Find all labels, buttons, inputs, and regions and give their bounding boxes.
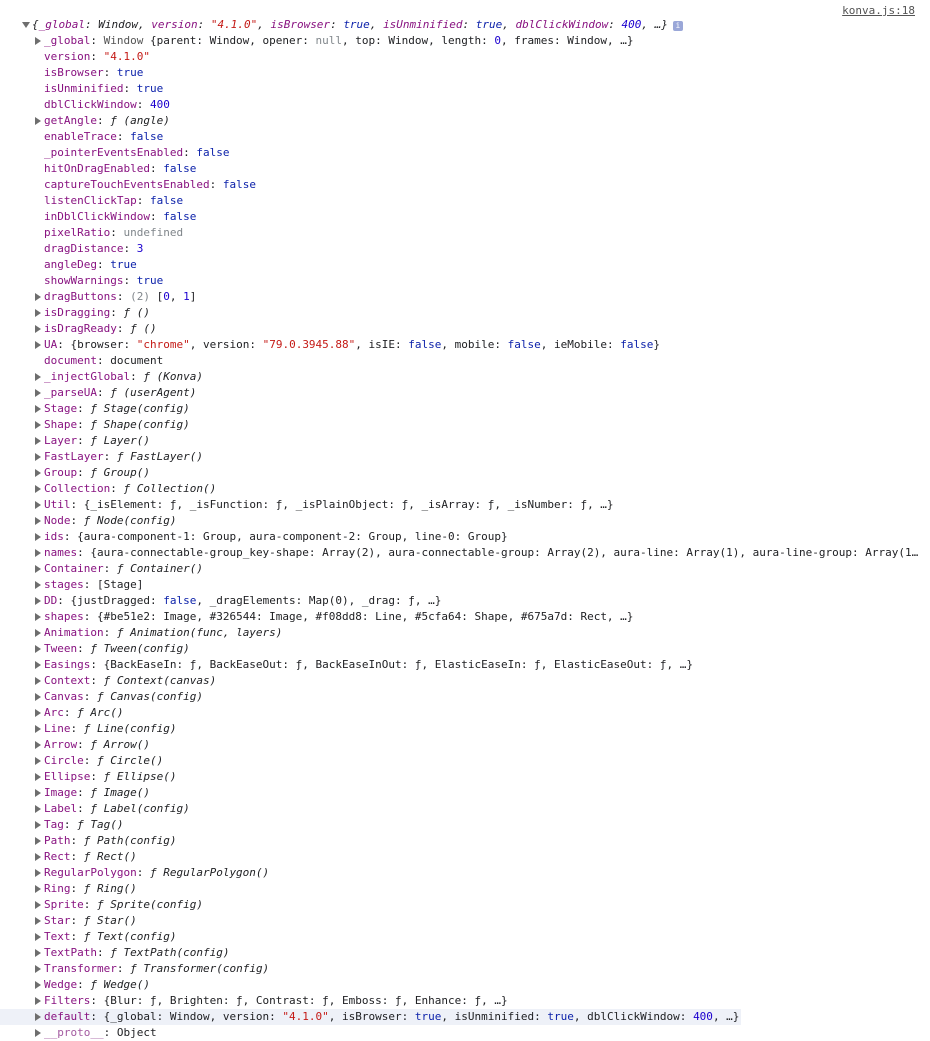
property-value: [Stage] [97,578,144,591]
property-value: false [163,210,197,223]
property-value: , dblClickWindow: [573,1010,694,1023]
property-key: Circle [44,754,84,767]
property-value: {_isElement: ƒ, _isFunction: ƒ, _isPlainObject: ƒ, _isArray: ƒ, _isNumber: ƒ, …} [83,498,614,511]
property-key: _pointerEventsEnabled [44,146,184,159]
property-key: _injectGlobal [44,370,131,383]
property-row-layer[interactable]: Layer: ƒ Layer() [0,433,919,449]
property-value: ƒ Text(config) [83,930,177,943]
property-row-showwarnings: showWarnings: true [44,274,164,287]
property-value: ƒ TextPath(config) [110,946,230,959]
property-key: Node [44,514,71,527]
property-value: true [136,274,164,287]
property-row-transformer[interactable]: Transformer: ƒ Transformer(config) [0,961,919,977]
property-value: ƒ (Konva) [143,370,203,383]
property-value: ƒ FastLayer() [116,450,203,463]
property-key: stages [44,578,84,591]
property-key: Container [44,562,104,575]
property-value: ƒ Ellipse() [103,770,177,783]
summary-value: true [343,18,370,31]
property-value: , isIE: [355,338,409,351]
collapse-triangle-icon[interactable] [22,22,30,28]
property-key: version [44,50,91,63]
property-key: captureTouchEventsEnabled [44,178,210,191]
property-value: ƒ Image() [90,786,150,799]
property-value: ƒ (angle) [110,114,170,127]
property-row-isdragging[interactable]: isDragging: ƒ () [0,305,919,321]
property-row-hitondragenabled: hitOnDragEnabled: false [44,162,197,175]
property-row-version: version: "4.1.0" [44,50,150,63]
property-key: ids [44,530,64,543]
summary-key: _global [38,18,85,31]
property-key: document [44,354,97,367]
property-key: dragDistance [44,242,124,255]
property-row-isunminified: isUnminified: true [44,82,164,95]
property-row-container[interactable]: Container: ƒ Container() [0,561,919,577]
summary-key: isBrowser [270,18,331,31]
object-summary[interactable] [22,17,683,33]
property-row-ids[interactable]: ids: {aura-component-1: Group, aura-component-2: Group, line-0: Group} [0,529,919,545]
property-row-dragbuttons[interactable]: dragButtons: (2) [0, 1] [0,289,919,305]
property-row-fastlayer[interactable]: FastLayer: ƒ FastLayer() [0,449,919,465]
property-row-ua[interactable]: UA: {browser: "chrome", version: "79.0.3945.88", isIE: false, mobile: false, ieMobile: false} [0,337,919,353]
property-value: ƒ Circle() [97,754,164,767]
property-row-enabletrace: enableTrace: false [44,130,164,143]
property-row-circle[interactable]: Circle: ƒ Circle() [0,753,919,769]
property-key: isUnminified [44,82,124,95]
property-value: ƒ RegularPolygon() [149,866,270,879]
property-value: true [547,1010,574,1023]
property-key: _global [44,34,91,47]
property-value: false [163,594,197,607]
property-value: ƒ Collection() [123,482,217,495]
property-value: {_global: Window, version: [103,1010,283,1023]
property-row-pixelratio: pixelRatio: undefined [44,226,184,239]
property-row-arrow[interactable]: Arrow: ƒ Arrow() [0,737,919,753]
property-row-shapes[interactable]: shapes: {#be51e2: Image, #326544: Image, #f08dd8: Line, #5cfa64: Shape, #675a7d: Rect, …} [0,609,919,625]
property-value: ƒ Star() [83,914,137,927]
property-row-dd[interactable]: DD: {justDragged: false, _dragElements: Map(0), _drag: ƒ, …} [0,593,919,609]
property-value: {#be51e2: Image, #326544: Image, #f08dd8: Line, #5cfa64: Shape, #675a7d: Rect, …} [97,610,634,623]
property-value: {browser: [70,338,137,351]
property-value: , frames: Window, …} [501,34,634,47]
property-value: , _dragElements: Map(0), _drag: ƒ, …} [196,594,442,607]
property-row-ellipse[interactable]: Ellipse: ƒ Ellipse() [0,769,919,785]
property-value: false [130,130,164,143]
property-key: Sprite [44,898,84,911]
property-value: ƒ () [123,306,150,319]
property-value: true [110,258,137,271]
property-row-wedge[interactable]: Wedge: ƒ Wedge() [0,977,919,993]
property-key: getAngle [44,114,97,127]
summary-value: true [475,18,503,31]
property-value: false [163,162,197,175]
property-value: ƒ Sprite(config) [97,898,203,911]
property-row-isdragready[interactable]: isDragReady: ƒ () [0,321,919,337]
property-row-indblclickwindow: inDblClickWindow: false [44,210,197,223]
info-icon[interactable]: i [673,21,683,31]
property-key: Tween [44,642,78,655]
property-value: undefined [123,226,184,239]
property-key: inDblClickWindow [44,210,150,223]
property-list [0,33,930,1041]
property-key: hitOnDragEnabled [44,162,150,175]
property-value: document [110,354,164,367]
property-value: 3 [136,242,144,255]
property-value: , [169,290,184,303]
property-row-ring[interactable]: Ring: ƒ Ring() [0,881,919,897]
property-row-global[interactable]: _global: Window {parent: Window, opener: null, top: Window, length: 0, frames: Window, …} [0,33,919,49]
property-key: TextPath [44,946,97,959]
property-key: _parseUA [44,386,97,399]
property-row-context[interactable]: Context: ƒ Context(canvas) [0,673,919,689]
property-value: false [620,338,654,351]
property-value: 400 [149,98,170,111]
property-value: true [414,1010,442,1023]
property-row-shape[interactable]: Shape: ƒ Shape(config) [0,417,919,433]
property-value: , isUnminified: [441,1010,548,1023]
property-key: angleDeg [44,258,97,271]
property-key: Filters [44,994,91,1007]
summary-suffix: , …} [641,18,668,31]
property-value: ƒ (userAgent) [110,386,197,399]
property-key: RegularPolygon [44,866,137,879]
property-key: isDragging [44,306,111,319]
property-row-util[interactable]: Util: {_isElement: ƒ, _isFunction: ƒ, _isPlainObject: ƒ, _isArray: ƒ, _isNumber: ƒ, …} [0,497,919,513]
property-value: ƒ Label(config) [90,802,190,815]
property-key: Label [44,802,78,815]
property-row-injectglobal[interactable]: _injectGlobal: ƒ (Konva) [0,369,919,385]
property-row-capturetoucheventsenabled: captureTouchEventsEnabled: false [44,178,256,191]
property-value: ƒ Canvas(config) [97,690,203,703]
property-row-animation[interactable]: Animation: ƒ Animation(func, layers) [0,625,919,641]
property-key: names [44,546,78,559]
property-value: [ [156,290,164,303]
property-row-easings[interactable]: Easings: {BackEaseIn: ƒ, BackEaseOut: ƒ, BackEaseInOut: ƒ, ElasticEaseIn: ƒ, ElasticEaseOut: ƒ, …} [0,657,919,673]
property-row-tag[interactable]: Tag: ƒ Tag() [0,817,919,833]
property-key: Rect [44,850,71,863]
property-row-text[interactable]: Text: ƒ Text(config) [0,929,919,945]
summary-key: isUnminified [383,18,463,31]
property-value: ƒ Animation(func, layers) [116,626,283,639]
property-value: 0 [494,34,501,47]
source-link[interactable]: konva.js:18 [842,4,915,17]
property-value: ƒ Line(config) [83,722,177,735]
property-value: ƒ Arrow() [90,738,150,751]
property-value: , …} [712,1010,740,1023]
property-key: Line [44,722,71,735]
property-value: ƒ Arc() [77,706,124,719]
property-value: 0 [163,290,170,303]
property-value: ] [189,290,197,303]
property-value: ƒ Shape(config) [90,418,190,431]
property-value: false [149,194,184,207]
property-value: Object [116,1026,157,1039]
summary-value: "4.1.0" [210,18,258,31]
property-value: ƒ Context(canvas) [103,674,217,687]
property-key: dblClickWindow [44,98,137,111]
property-row-stages[interactable]: stages: [Stage] [0,577,919,593]
property-key: isBrowser [44,66,104,79]
summary-value: Window [98,18,138,31]
property-value: false [507,338,541,351]
summary-parts: _global: Window, version: "4.1.0", isBrowser: true, isUnminified: true, dblClickWindow: 400 [38,18,642,31]
property-row-names[interactable]: names: {aura-connectable-group_key-shape: Array(2), aura-connectable-group: Array(2), aura-line: Array(1), aura-line-group: Array(1… [0,545,919,561]
summary-prefix: { [32,18,39,31]
property-key: Layer [44,434,78,447]
property-row-group[interactable]: Group: ƒ Group() [0,465,919,481]
property-value: Window [103,34,150,47]
property-row-tween[interactable]: Tween: ƒ Tween(config) [0,641,919,657]
property-key: Image [44,786,78,799]
property-key: FastLayer [44,450,104,463]
property-value: ƒ Rect() [83,850,137,863]
property-value: ƒ Path(config) [83,834,177,847]
property-row-image[interactable]: Image: ƒ Image() [0,785,919,801]
property-value: null [315,34,343,47]
property-value: ƒ Ring() [83,882,137,895]
property-value: ƒ Group() [90,466,150,479]
property-value: {Blur: ƒ, Brighten: ƒ, Contrast: ƒ, Emboss: ƒ, Enhance: ƒ, …} [103,994,508,1007]
property-row-canvas[interactable]: Canvas: ƒ Canvas(config) [0,689,919,705]
property-value: {BackEaseIn: ƒ, BackEaseOut: ƒ, BackEaseInOut: ƒ, ElasticEaseIn: ƒ, ElasticEaseOut: ƒ, …} [103,658,694,671]
property-row-isbrowser: isBrowser: true [44,66,144,79]
property-key: isDragReady [44,322,117,335]
property-value: {aura-connectable-group_key-shape: Array(2), aura-connectable-group: Array(2), aura-line: Array(1), aura-line-group: Array(1… [90,546,919,559]
property-row-dblclickwindow: dblClickWindow: 400 [44,98,170,111]
property-key: pixelRatio [44,226,111,239]
property-value: ƒ Node(config) [83,514,177,527]
property-key: DD [44,594,58,607]
property-row-star[interactable]: Star: ƒ Star() [0,913,919,929]
property-key: dragButtons [44,290,117,303]
property-value: ƒ Stage(config) [90,402,190,415]
property-value: , mobile: [441,338,508,351]
property-value: false [408,338,442,351]
property-row-parseua[interactable]: _parseUA: ƒ (userAgent) [0,385,919,401]
property-key: Group [44,466,78,479]
property-key: Wedge [44,978,78,991]
property-value: ƒ Tag() [77,818,124,831]
property-value: false [196,146,230,159]
property-key: showWarnings [44,274,124,287]
property-value: {parent: Window, opener: [149,34,316,47]
property-row-dragdistance: dragDistance: 3 [44,242,144,255]
property-value: ƒ Tween(config) [90,642,190,655]
property-key: Shape [44,418,78,431]
property-value: ƒ () [130,322,157,335]
property-key: Canvas [44,690,84,703]
property-row-arc[interactable]: Arc: ƒ Arc() [0,705,919,721]
property-key: Animation [44,626,104,639]
property-value: {justDragged: [70,594,164,607]
property-row-document: document: document [44,354,164,367]
property-row-filters[interactable]: Filters: {Blur: ƒ, Brighten: ƒ, Contrast: ƒ, Emboss: ƒ, Enhance: ƒ, …} [0,993,919,1009]
property-value: , isBrowser: [328,1010,415,1023]
property-key: Stage [44,402,78,415]
property-key: Easings [44,658,91,671]
property-row-label[interactable]: Label: ƒ Label(config) [0,801,919,817]
property-key: listenClickTap [44,194,137,207]
property-row-stage[interactable]: Stage: ƒ Stage(config) [0,401,919,417]
property-row-collection[interactable]: Collection: ƒ Collection() [0,481,919,497]
property-row-getangle[interactable]: getAngle: ƒ (angle) [0,113,919,129]
property-value: "chrome" [136,338,190,351]
summary-key: version [151,18,198,31]
property-key: Util [44,498,71,511]
property-key: default [44,1010,91,1023]
property-row-sprite[interactable]: Sprite: ƒ Sprite(config) [0,897,919,913]
property-key: UA [44,338,58,351]
property-value: "4.1.0" [282,1010,329,1023]
property-row-listenclicktap: listenClickTap: false [44,194,184,207]
property-value: (2) [130,290,157,303]
property-value: {aura-component-1: Group, aura-component-2: Group, line-0: Group} [77,530,508,543]
summary-value: 400 [621,18,642,31]
property-key: Arc [44,706,64,719]
property-value: ƒ Transformer(config) [130,962,270,975]
property-key: Arrow [44,738,78,751]
property-key: __proto__ [44,1026,104,1039]
property-value: ƒ Container() [116,562,203,575]
property-row-regularpolygon[interactable]: RegularPolygon: ƒ RegularPolygon() [0,865,919,881]
property-key: Collection [44,482,111,495]
property-key: Tag [44,818,64,831]
property-value: true [116,66,144,79]
property-row-proto[interactable]: __proto__: Object [0,1025,919,1041]
property-value: false [222,178,256,191]
property-key: shapes [44,610,84,623]
property-value: 400 [693,1010,713,1023]
property-value: true [136,82,164,95]
property-key: Ellipse [44,770,91,783]
property-row-line[interactable]: Line: ƒ Line(config) [0,721,919,737]
property-value: "79.0.3945.88" [262,338,356,351]
property-key: Text [44,930,71,943]
property-value: , top: Window, length: [342,34,495,47]
property-value: , version: [189,338,263,351]
property-value: } [653,338,660,351]
property-row-default[interactable]: default: {_global: Window, version: "4.1.0", isBrowser: true, isUnminified: true, dblClickWindow: 400, …} [0,1009,741,1025]
property-row-pointereventsenabled: _pointerEventsEnabled: false [44,146,230,159]
property-value: , ieMobile: [540,338,621,351]
property-key: Path [44,834,71,847]
property-row-angledeg: angleDeg: true [44,258,137,271]
property-row-rect[interactable]: Rect: ƒ Rect() [0,849,919,865]
property-key: Star [44,914,71,927]
property-row-node[interactable]: Node: ƒ Node(config) [0,513,919,529]
property-value: "4.1.0" [103,50,150,63]
property-value: ƒ Wedge() [90,978,150,991]
property-value: ƒ Layer() [90,434,150,447]
property-key: enableTrace [44,130,117,143]
property-value: 1 [183,290,190,303]
property-row-textpath[interactable]: TextPath: ƒ TextPath(config) [0,945,919,961]
property-key: Context [44,674,91,687]
property-key: Transformer [44,962,117,975]
property-key: Ring [44,882,71,895]
summary-key: dblClickWindow [515,18,609,31]
property-row-path[interactable]: Path: ƒ Path(config) [0,833,919,849]
